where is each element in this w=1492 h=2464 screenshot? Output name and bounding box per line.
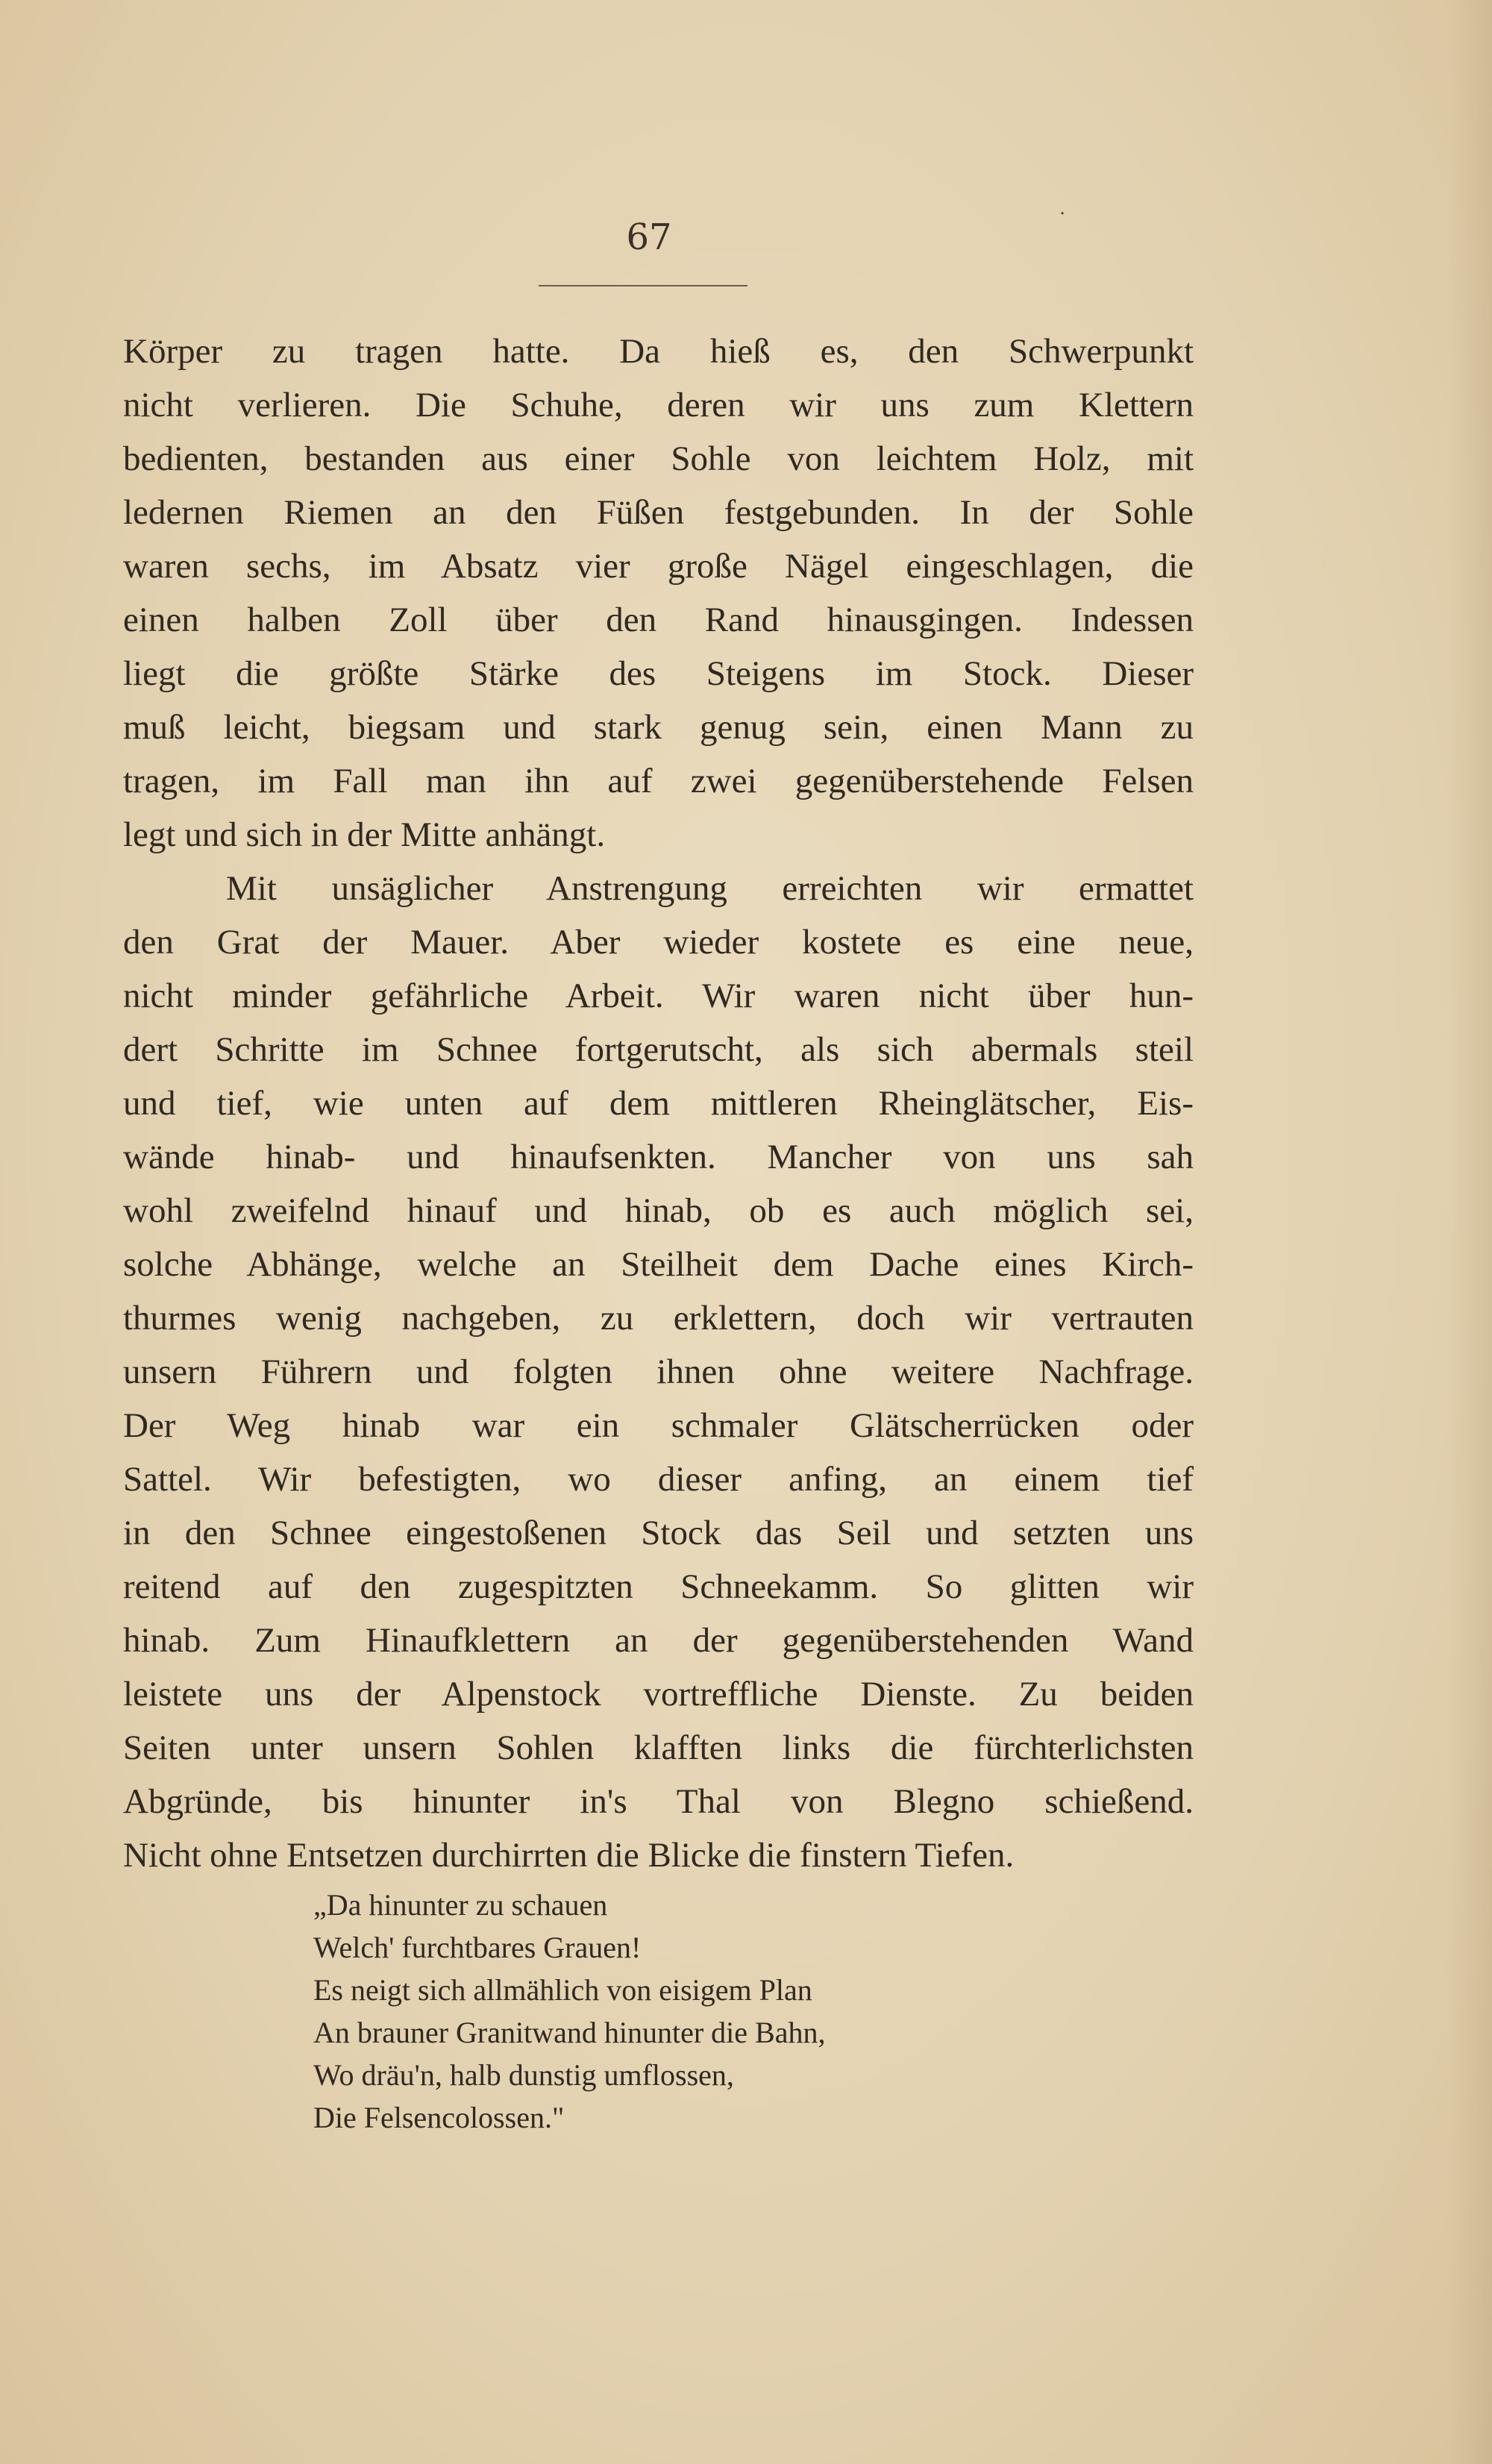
- poem-line: An brauner Granitwand hinunter die Bahn,: [313, 2016, 826, 2049]
- page-number: 67: [626, 216, 672, 258]
- text-line: tragen, im Fall man ihn auf zwei gegenüberstehende Felsen: [123, 762, 1194, 800]
- text-line: Körper zu tragen hatte. Da hieß es, den Schwerpunkt: [123, 332, 1194, 371]
- text-line: thurmes wenig nachgeben, zu erklettern, doch wir vertrauten: [123, 1299, 1194, 1338]
- poem-line: Welch' furchtbares Grauen!: [313, 1931, 642, 1964]
- text-line: Abgründe, bis hinunter in's Thal von Blegno schießend.: [123, 1782, 1194, 1821]
- text-line: einen halben Zoll über den Rand hinausgingen. Indessen: [123, 601, 1194, 639]
- text-line: Seiten unter unsern Sohlen klafften links die fürchterlichsten: [123, 1728, 1194, 1767]
- body-text: [123, 325, 1194, 1882]
- text-line: reitend auf den zugespitzten Schneekamm. So glitten wir: [123, 1567, 1194, 1606]
- paragraph-1: [123, 325, 1194, 862]
- text-line: nicht minder gefährliche Arbeit. Wir waren nicht über hun-: [123, 976, 1194, 1015]
- text-line: und tief, wie unten auf dem mittleren Rheinglätscher, Eis-: [123, 1084, 1194, 1123]
- text-line: ledernen Riemen an den Füßen festgebunden. In der Sohle: [123, 493, 1194, 532]
- header-rule: [539, 285, 747, 286]
- text-line: Mit unsäglicher Anstrengung erreichten wir ermattet: [226, 869, 1194, 908]
- text-line: waren sechs, im Absatz vier große Nägel eingeschlagen, die: [123, 547, 1194, 586]
- text-line: den Grat der Mauer. Aber wieder kostete es eine neue,: [123, 923, 1194, 962]
- text-line: unsern Führern und folgten ihnen ohne weitere Nachfrage.: [123, 1352, 1194, 1391]
- text-line: Der Weg hinab war ein schmaler Glätscherrücken oder: [123, 1406, 1194, 1445]
- text-line: Sattel. Wir befestigten, wo dieser anfing, an einem tief: [123, 1460, 1194, 1499]
- poem-quote: [313, 1884, 1059, 2139]
- poem-line: Wo dräu'n, halb dunstig umflossen,: [313, 2058, 734, 2092]
- text-line: liegt die größte Stärke des Steigens im Stock. Dieser: [123, 654, 1194, 693]
- text-line: legt und sich in der Mitte anhängt.: [123, 815, 606, 854]
- text-line: hinab. Zum Hinaufklettern an der gegenüberstehenden Wand: [123, 1621, 1194, 1660]
- text-line: wohl zweifelnd hinauf und hinab, ob es auch möglich sei,: [123, 1191, 1194, 1230]
- text-line: wände hinab- und hinaufsenkten. Mancher von uns sah: [123, 1138, 1194, 1176]
- text-line: in den Schnee eingestoßenen Stock das Seil und setzten uns: [123, 1514, 1194, 1552]
- text-line: bedienten, bestanden aus einer Sohle von leichtem Holz, mit: [123, 439, 1194, 478]
- text-line: solche Abhänge, welche an Steilheit dem Dache eines Kirch-: [123, 1245, 1194, 1284]
- text-line: dert Schritte im Schnee fortgerutscht, als sich abermals steil: [123, 1030, 1194, 1069]
- poem-line: Die Felsencolossen.": [313, 2101, 565, 2134]
- text-line: nicht verlieren. Die Schuhe, deren wir uns zum Klettern: [123, 386, 1194, 424]
- text-line: Nicht ohne Entsetzen durchirrten die Blicke die finstern Tiefen.: [123, 1836, 1015, 1875]
- paragraph-2: [123, 862, 1194, 1882]
- poem-line: Es neigt sich allmählich von eisigem Plan: [313, 1973, 812, 2007]
- text-line: leistete uns der Alpenstock vortreffliche Dienste. Zu beiden: [123, 1675, 1194, 1714]
- corner-mark: ·: [1059, 203, 1066, 225]
- text-line: muß leicht, biegsam und stark genug sein, einen Mann zu: [123, 708, 1194, 747]
- poem-line: „Da hinunter zu schauen: [313, 1888, 608, 1922]
